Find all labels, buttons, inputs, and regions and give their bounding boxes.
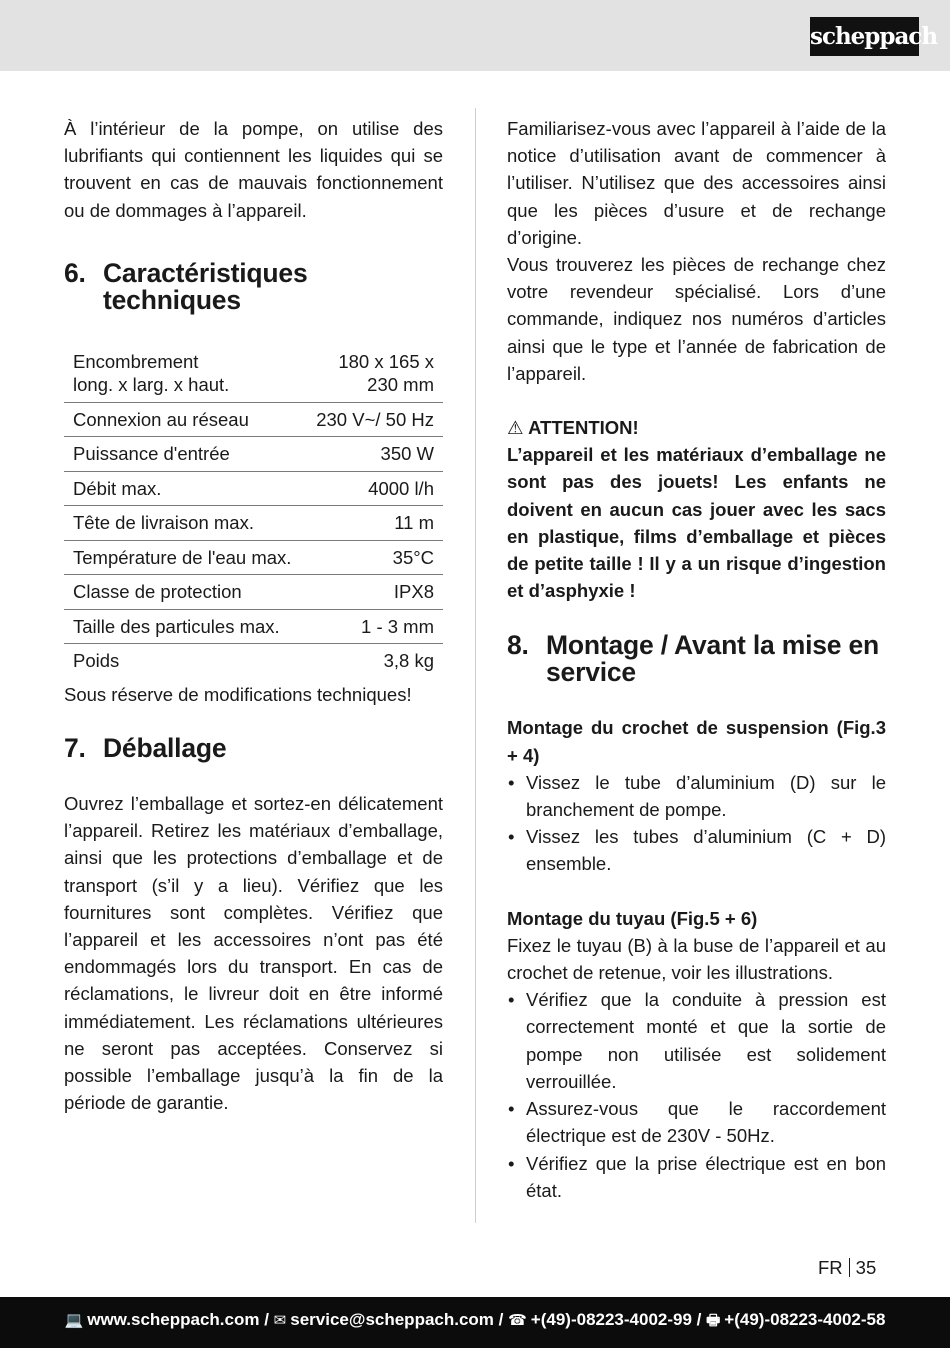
familiarize-paragraph: Familiarisez-vous avec l’appareil à l’aide de la notice d’utilisation avant de commencer à l’utiliser. N’utilisez que des accessoires ainsi que les pièces d’usure et de rechange d’origine. [507,118,886,248]
language-code: FR [818,1257,843,1278]
page-number-value: 35 [855,1257,877,1278]
spec-row [64,506,443,541]
list-item: • Vissez le tube d’aluminium (D) sur le branchement de pompe. [507,769,886,823]
spec-row [64,402,443,437]
footer-bar [0,1297,950,1348]
warning-block [507,414,886,604]
spec-row [64,540,443,575]
left-column [64,115,443,1116]
section-8-heading [507,632,886,686]
spec-value: 1 - 3 mm [305,609,443,644]
modification-note: Sous réserve de modifications techniques! [64,683,412,705]
hook-mounting-list [507,769,886,878]
footer-fax: +(49)-08223-4002-58 [724,1310,886,1329]
spec-value: 11 m [305,506,443,541]
scheppach-logo: scheppach [810,17,919,56]
footer-email-link[interactable]: service@scheppach.com / [290,1310,504,1329]
section-6-title: Caractéristiques techniques [103,257,308,315]
warning-title-row [507,414,886,441]
spec-row [64,644,443,678]
spec-row [64,609,443,644]
spec-label: Poids [64,644,305,678]
hose-check-list [507,986,886,1204]
hose-mounting-text: Fixez le tuyau (B) à la buse de l’appareil et au crochet de retenue, voir les illustrations. [507,934,886,984]
footer-website-link[interactable]: www.scheppach.com / [87,1310,269,1329]
spec-row [64,575,443,610]
computer-icon: 💻 [64,1312,84,1329]
list-item: • Vérifiez que la prise électrique est en bon état. [507,1150,886,1204]
spec-value: 350 W [305,437,443,472]
section-6-heading [64,257,443,315]
unpacking-paragraph: Ouvrez l’emballage et sortez-en délicatement l’appareil. Retirez les matériaux d’emballage, ainsi que les protections d’emballage et de transport (s’il y a lieu). Vérifiez que les fournitures sont complètes. Vérifiez que l’appareil et les accessoires n’ont pas été endommagés lors du transport. En cas de réclamations, le livreur doit en être informé immédiatement. Les réclamations ultérieures ne seront pas acceptées. Conservez si possible l’emballage jusqu’à la fin de la période de garantie. [64,793,443,1114]
spec-value: 3,8 kg [305,644,443,678]
spec-label: Puissance d'entrée [64,437,305,472]
spare-parts-paragraph: Vous trouverez les pièces de rechange chez votre revendeur spécialisé. Lors d’une commande, indiquez nos numéros d’articles ainsi que le type et l’année de fabrication de l’appareil. [507,254,886,384]
lubricant-paragraph: À l’intérieur de la pompe, on utilise des lubrifiants qui contiennent les liquides qui se trouvent en cas de mauvais fonctionnement ou de dommages à l’appareil. [64,118,443,221]
spec-row [64,471,443,506]
warning-triangle-icon: ⚠ [507,417,524,439]
list-item: • Vérifiez que la conduite à pression est correctement monté et que la sortie de pompe non utilisée est solidement verrouillée. [507,986,886,1095]
section-7-number: 7. [64,733,86,764]
section-8-title: Montage / Avant la mise en service [546,630,879,688]
spec-value: IPX8 [305,575,443,610]
spec-value: 180 x 165 x 230 mm [338,350,434,396]
section-7-title: Déballage [103,733,227,764]
spec-row [64,345,443,403]
right-column [507,115,886,1204]
spec-value: 230 V~/ 50 Hz [305,402,443,437]
spec-label: Taille des particules max. [64,609,305,644]
spec-label: Connexion au réseau [64,402,305,437]
spec-value: 35°C [305,540,443,575]
spec-label: Température de l'eau max. [64,540,305,575]
page-number [818,1256,876,1280]
envelope-icon: ✉ [273,1312,287,1329]
spec-label: Classe de protection [64,575,305,610]
specs-table [64,345,443,678]
hose-mounting-title: Montage du tuyau (Fig.5 + 6) [507,907,758,929]
spec-label: Tête de livraison max. [64,506,305,541]
section-6-number: 6. [64,257,86,288]
header-bar [0,0,950,71]
section-7-heading [64,735,443,762]
warning-title: ATTENTION! [528,417,639,439]
section-8-number: 8. [507,630,529,661]
column-divider [475,108,476,1223]
spec-label: Débit max. [64,471,305,506]
list-item: • Assurez-vous que le raccordement électrique est de 230V - 50Hz. [507,1095,886,1149]
hook-mounting-title: Montage du crochet de suspension (Fig.3 + 4) [507,717,886,766]
page-number-separator [849,1258,850,1277]
fax-icon: 🖶 [706,1312,721,1329]
telephone-icon: ☎ [508,1312,527,1329]
warning-text: L’appareil et les matériaux d’emballage ne sont pas des jouets! Les enfants ne doivent en aucun cas jouer avec les sacs en plastique, films d’emballage et pièces de petite taille ! Il y a un risque d’ingestion et d’asphyxie ! [507,444,886,602]
spec-label: Encombrement long. x larg. x haut. [73,350,230,396]
spec-row [64,437,443,472]
footer-phone: +(49)-08223-4002-99 / [530,1310,702,1329]
spec-value: 4000 l/h [305,471,443,506]
list-item: • Vissez les tubes d’aluminium (C + D) ensemble. [507,823,886,877]
